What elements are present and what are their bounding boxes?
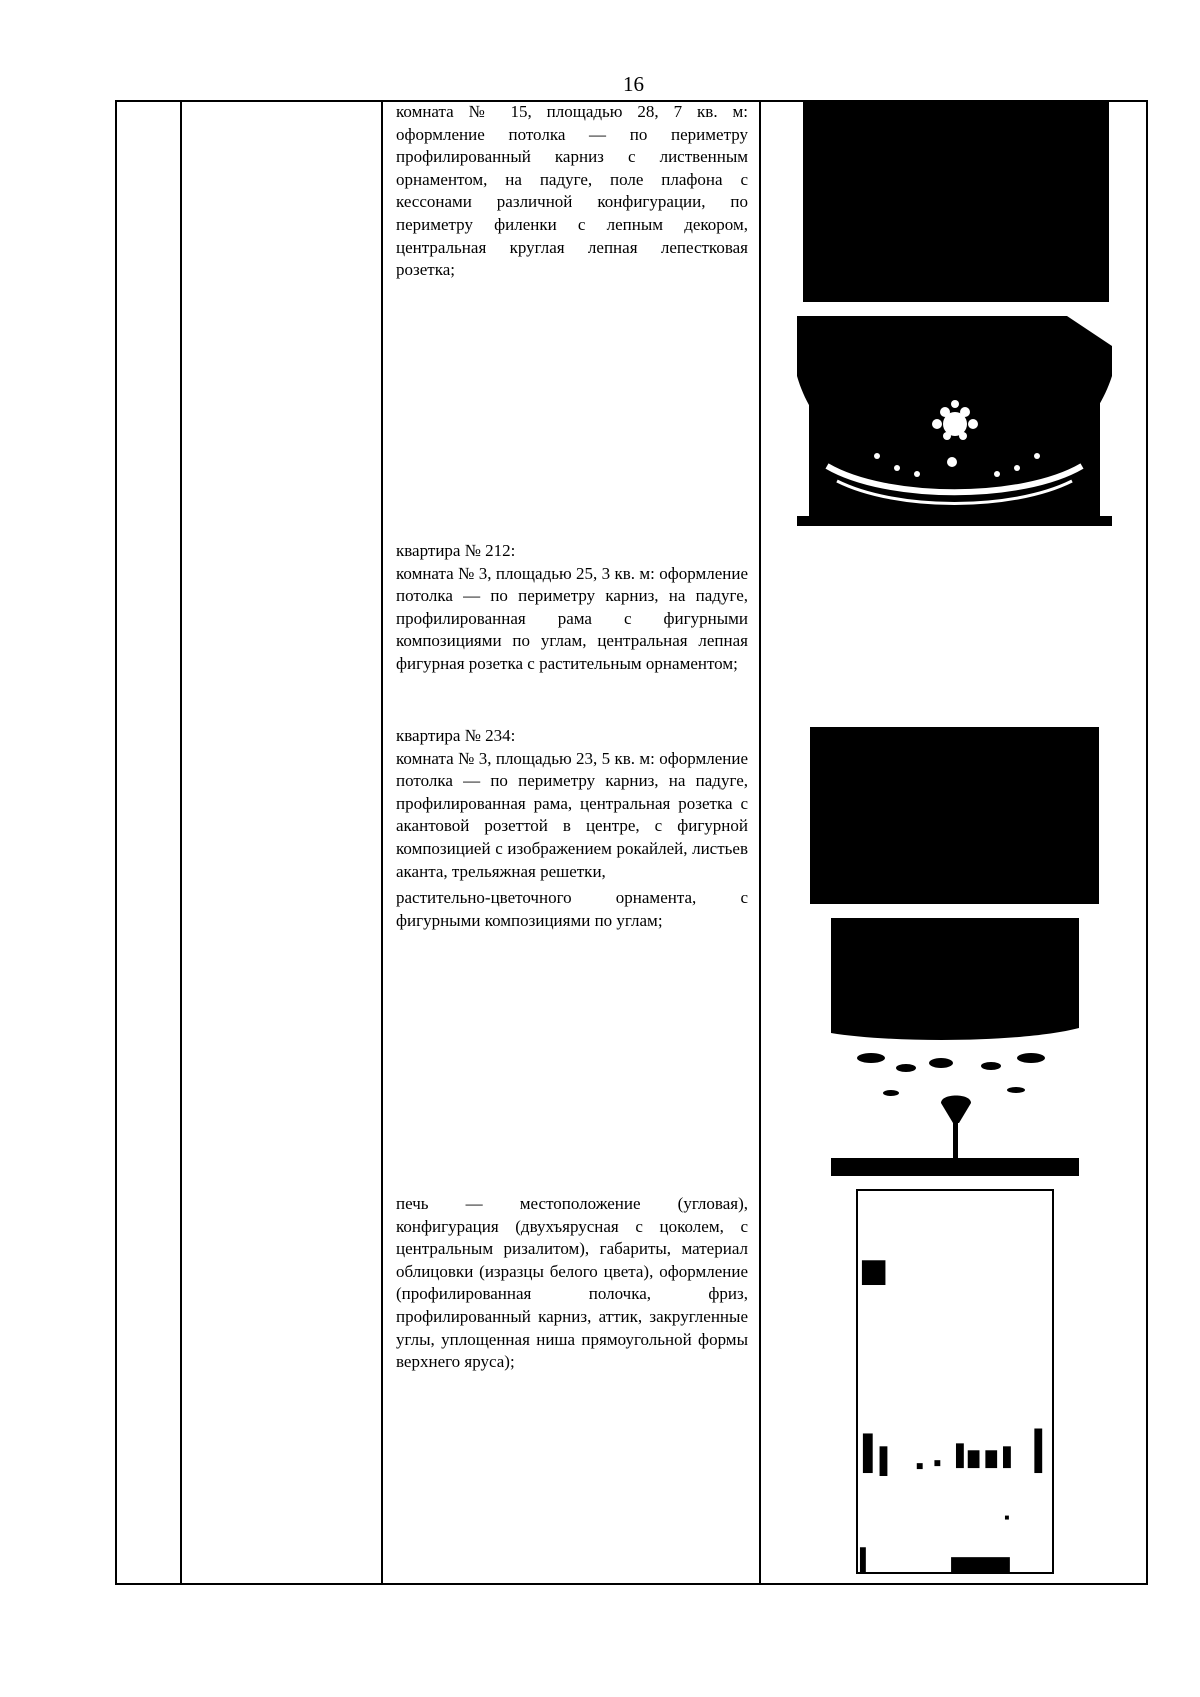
page-number: 16	[623, 72, 644, 96]
column-divider-3	[759, 100, 761, 1585]
entry-room-15	[396, 101, 748, 282]
entry-apartment-234	[396, 725, 748, 932]
entry-text: комната № 15, площадью 28, 7 кв. м: оформление потолка — по периметру профилированный карниз с лиственным орнаментом, на падуге, поле плафона с кессонами различной конфигурации, по периметру филенки с лепным декором, центральная круглая лепная лепестковая розетка;	[396, 102, 748, 280]
entry-heading: квартира № 234:	[396, 726, 516, 745]
entry-apartment-212	[396, 540, 748, 676]
ceiling-photo-apartment-234	[810, 727, 1099, 904]
entry-heading: квартира № 212:	[396, 541, 516, 560]
stove-photo	[856, 1189, 1054, 1574]
entry-text: комната № 3, площадью 23, 5 кв. м: оформление потолка — по периметру карниз, на падуге, профилированная рама, центральная розетка с акантовой розеттой в центре, с фигурной композицией с изображением рокайлей, листьев аканта, трельяжная решетки,	[396, 748, 748, 881]
entry-text: печь — местоположение (угловая), конфигурация (двухъярусная с цоколем, с центральным ризалитом), габариты, материал облицовки (изразцы белого цвета), оформление (профилированная полочка, фриз, профилированный карниз, аттик, закругленные углы, уплощенная ниша прямоугольной формы верхнего яруса);	[396, 1194, 748, 1372]
column-divider-2	[381, 100, 383, 1585]
ceiling-rosette-photo	[797, 316, 1112, 526]
column-divider-1	[180, 100, 182, 1585]
ceiling-lamp-photo	[831, 918, 1079, 1176]
entry-stove	[396, 1193, 748, 1374]
entry-text: комната № 3, площадью 25, 3 кв. м: оформление потолка — по периметру карниз, на падуге, профилированная рама с фигурными композициями по углам, центральная лепная фигурная розетка с растительным орнаментом;	[396, 563, 748, 673]
ceiling-photo-room-15	[803, 101, 1109, 302]
entry-text-continued: растительно-цветочного орнамента, с фигурными композициями по углам;	[396, 888, 748, 930]
